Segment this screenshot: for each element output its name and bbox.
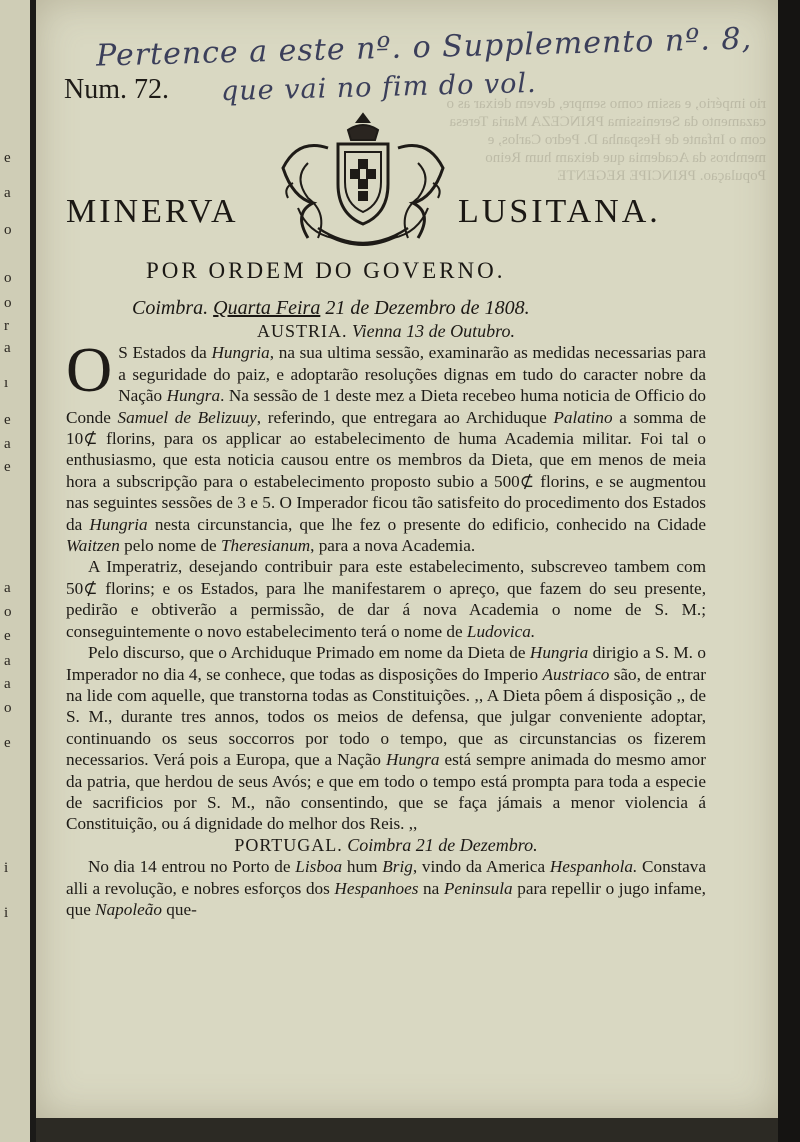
issue-number: Num. 72. — [64, 74, 169, 105]
margin-letter: o — [4, 700, 12, 716]
handwritten-annotation-line1: Pertence a este nº. o Supplemento nº. 8, — [95, 21, 753, 74]
dropcap: O — [66, 334, 113, 406]
paragraph: No dia 14 entrou no Porto de Lisboa hum Brig, vindo da America Hespanhola. Constava alli a revolução, e nobres esforços dos Hespanhoes na Peninsula para repellir o jugo infame, que Napoleão que- — [66, 857, 707, 919]
margin-letter: ı — [4, 375, 9, 391]
dateline — [132, 297, 530, 320]
margin-letter: o — [4, 604, 12, 620]
article-heading-austria: AUSTRIA. Vienna 13 de Outubro. — [257, 321, 515, 341]
margin-letter: a — [4, 676, 11, 692]
margin-letter: e — [4, 412, 11, 428]
margin-letter: o — [4, 295, 12, 311]
bleed-through-text: rio império, e assim como sempre, devem deixar as o cazamento da Serenissima PRINCEZA Maria Teresa com o Infante de Hespanha D. Pedro Carlos, e membros da Academia que deixam hum Reino Populaçao. PRINCIPE REGENTE — [446, 96, 766, 184]
dateline-date: 21 de Dezembro de 1808. — [325, 297, 530, 319]
handwritten-annotation-line2: que vai no fim do vol. — [220, 67, 538, 108]
paragraph: O S Estados da Hungria, na sua ultima sessão, examinarão as medidas necessarias para a seguridade do paiz, e adoptarão resoluções dignas em tudo do caracter nobre da Nação Hungra. Na sessão de 1 deste mez a Dieta recebeo huma noticia de Officio do Conde Samuel de Belizuuy, referindo, que entregara ao Archiduque Palatino a somma de 10⊄ florins, para os applicar ao estabelecimento de huma Academia militar. Foi tal o enthusiasmo, que esta noticia causou entre os membros da Dieta, que em menos de meia hora a subscripção para o estabelecimento proposto subio a 500⊄ florins, e se augmentou nas seguintes sessões de 3 e 5. O Imperador ficou tão satisfeito do procedimento dos Estados da Hungria nesta circunstancia, que lhe fez o presente do edificio, conhecido na Cidade Waitzen pelo nome de Theresianum, para a nova Academia. — [66, 334, 706, 556]
margin-letter: a — [4, 653, 11, 669]
margin-letter: a — [4, 185, 11, 201]
dateline-day: Quarta Feira — [213, 297, 321, 319]
margin-letter: o — [4, 222, 12, 238]
margin-letter: r — [4, 318, 9, 334]
masthead-title-left: MINERVA — [66, 193, 239, 230]
margin-letter: e — [4, 459, 11, 475]
article-heading-portugal: PORTUGAL. Coimbra 21 de Dezembro. — [234, 834, 538, 855]
margin-letter: a — [4, 436, 11, 452]
margin-letter: e — [4, 150, 11, 166]
adjacent-page-strip — [0, 0, 30, 1142]
dateline-place: Coimbra. — [132, 297, 209, 319]
scan-bottom-edge — [36, 1118, 778, 1142]
margin-letter: a — [4, 340, 11, 356]
margin-letter: i — [4, 905, 9, 921]
margin-letter: a — [4, 580, 11, 596]
masthead-title-right: LUSITANA. — [458, 193, 661, 230]
royal-coat-of-arms-emblem — [268, 108, 458, 258]
paragraph: A Imperatriz, desejando contribuir para este estabelecimento, subscreveo tambem com 50⊄ florins; e os Estados, para lhe manifestarem o apreço, que fazem do seu presente, pedirão e obtiverão a permissão, de dar á nova Academia o nome de S. M.; conseguintemente o novo estabelecimento terá o nome de Ludovica. — [66, 557, 706, 641]
margin-letter: o — [4, 270, 12, 286]
margin-letter: e — [4, 735, 11, 751]
margin-letter: i — [4, 860, 9, 876]
newspaper-page — [36, 0, 778, 1118]
paragraph: Pelo discurso, que o Archiduque Primado em nome da Dieta de Hungria dirigio a S. M. o Imperador no dia 4, se conhece, que todas as disposições do Imperio Austriaco são, de entrar na lide com aquelle, que transtorna todas as Constituições. ,, A Dieta pôem á disposição ,, de S. M., durante tres annos, todos os meios de defensa, que julgar conveniente adoptar, continuando os seus soccorros por todo o tempo, que as circunstancias os fizerem necessarios. Verá pois a Europa, que a Nação Hungra está sempre animada do mesmo amor da patria, que herdou de seus Avós; e que em todo o tempo está prompta para toda a especie de sacrificios por S. M., não consentindo, que se faça jámais a menor violencia á Constituição, ou á dignidade do melhor dos Reis. ,, — [66, 643, 706, 834]
scan-right-edge — [778, 0, 800, 1142]
article-body — [66, 321, 706, 920]
masthead-subtitle: POR ORDEM DO GOVERNO. — [146, 258, 506, 283]
margin-letter: e — [4, 628, 11, 644]
